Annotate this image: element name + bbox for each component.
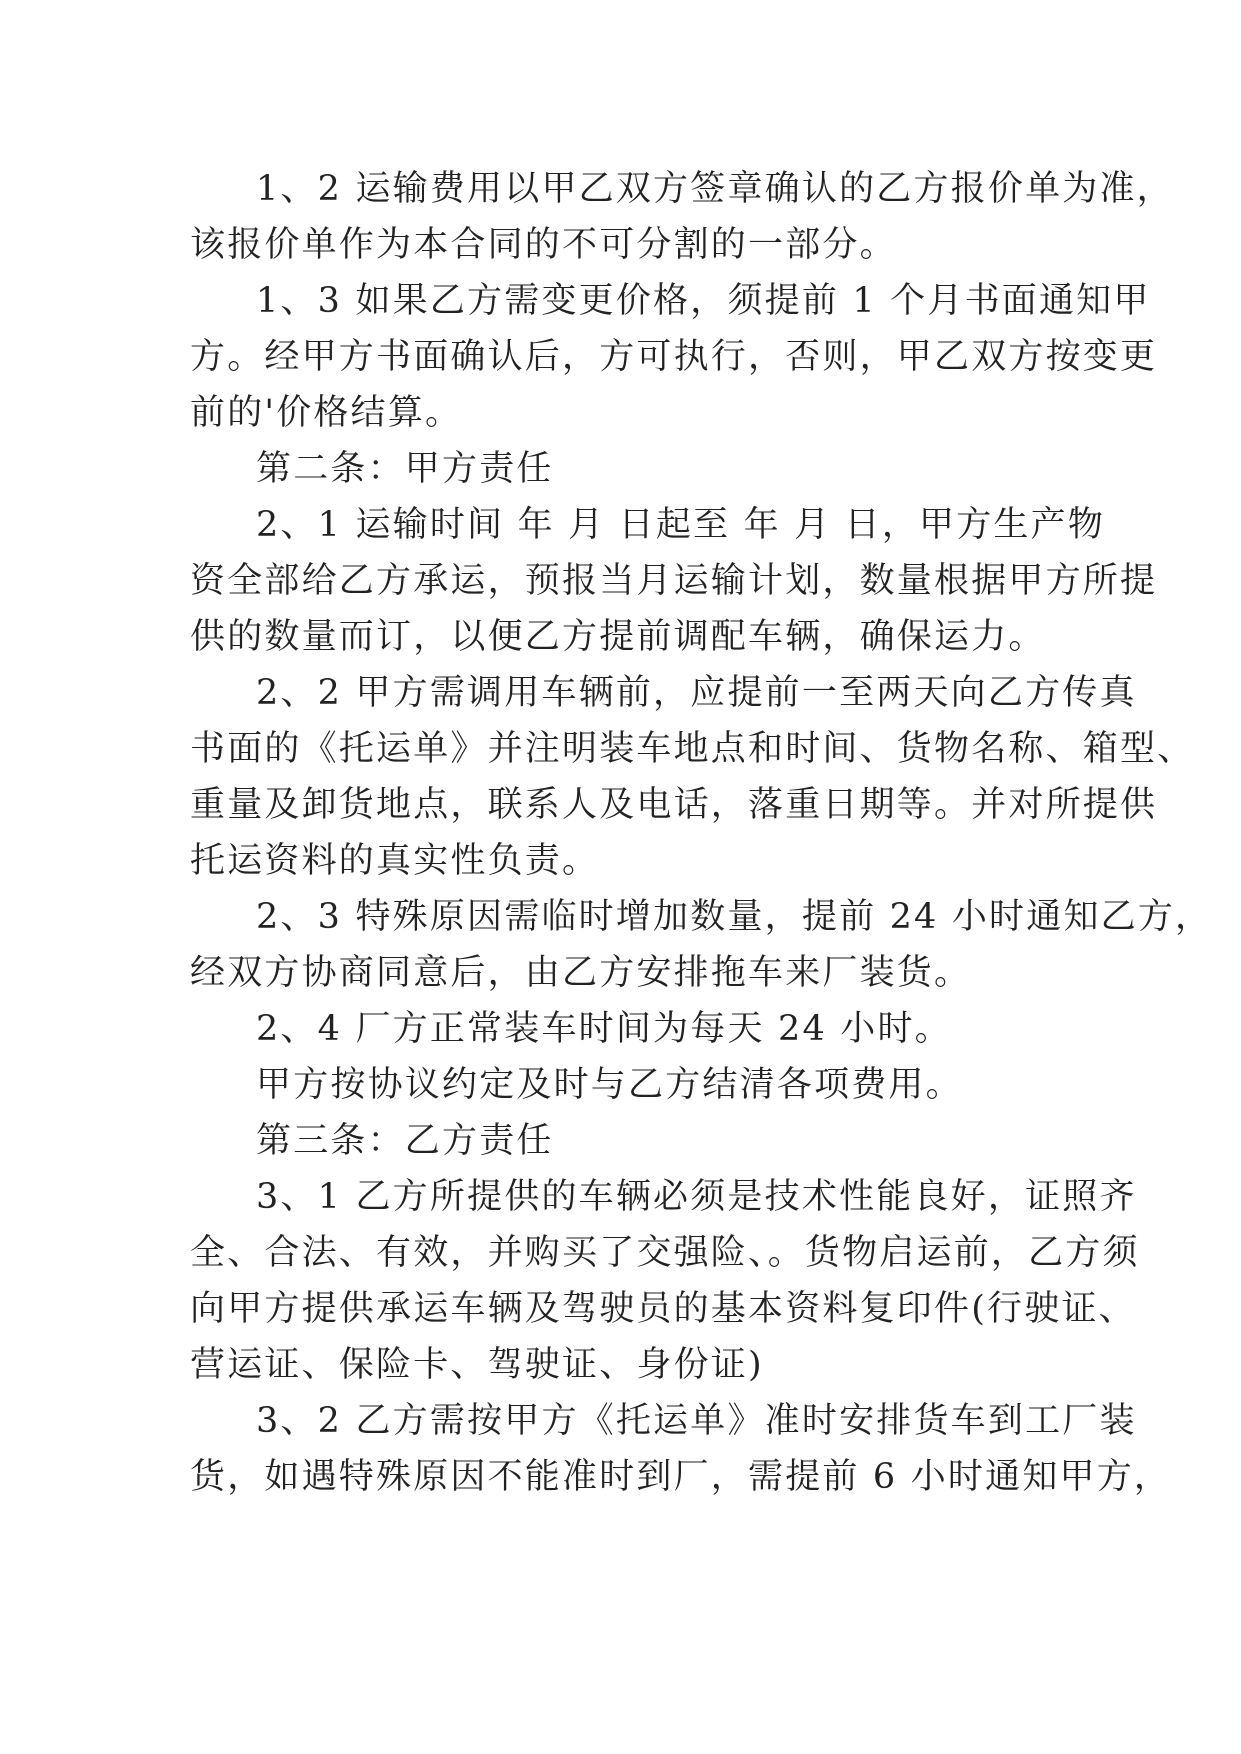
text-line: 2、2 甲方需调用车辆前，应提前一至两天向乙方传真 (256, 673, 1137, 713)
text-line: 重量及卸货地点，联系人及电话，落重日期等。并对所提供 (190, 785, 1158, 825)
text-line: 1、3 如果乙方需变更价格，须提前 1 个月书面通知甲 (256, 281, 1151, 321)
text-line: 经双方协商同意后，由乙方安排拖车来厂装货。 (190, 953, 972, 993)
text-line: 2、4 厂方正常装车时间为每天 24 小时。 (256, 1009, 952, 1049)
text-line: 全、合法、有效，并购买了交强险、。货物启运前，乙方须 (190, 1233, 1140, 1273)
text-line: 1、2 运输费用以甲乙双方签章确认的乙方报价单为准， (256, 169, 1174, 209)
text-line: 2、3 特殊原因需临时增加数量，提前 24 小时通知乙方， (256, 897, 1213, 937)
text-line: 前的'价格结算。 (190, 393, 463, 433)
text-line: 货，如遇特殊原因不能准时到厂，需提前 6 小时通知甲方， (190, 1457, 1172, 1497)
text-line: 供的数量而订，以便乙方提前调配车辆，确保运力。 (190, 617, 1046, 657)
text-line: 营运证、保险卡、驾驶证、身份证) (190, 1345, 764, 1385)
text-line: 甲方按协议约定及时与乙方结清各项费用。 (256, 1065, 963, 1105)
text-line: 3、1 乙方所提供的车辆必须是技术性能良好，证照齐 (256, 1177, 1137, 1217)
text-line: 托运资料的真实性负责。 (190, 841, 600, 881)
text-line: 向甲方提供承运车辆及驾驶员的基本资料复印件(行驶证、 (190, 1289, 1136, 1329)
section-heading: 第三条：乙方责任 (256, 1121, 554, 1161)
text-line: 资全部给乙方承运，预报当月运输计划，数量根据甲方所提 (190, 561, 1158, 601)
text-line: 2、1 运输时间 年 月 日起至 年 月 日，甲方生产物 (256, 505, 1106, 545)
text-line: 书面的《托运单》并注明装车地点和时间、货物名称、箱型、 (190, 729, 1195, 769)
text-line: 方。经甲方书面确认后，方可执行，否则，甲乙双方按变更 (190, 337, 1158, 377)
text-line: 该报价单作为本合同的不可分割的一部分。 (190, 225, 897, 265)
text-line: 3、2 乙方需按甲方《托运单》准时安排货车到工厂装 (256, 1401, 1137, 1441)
section-heading: 第二条：甲方责任 (256, 449, 554, 489)
